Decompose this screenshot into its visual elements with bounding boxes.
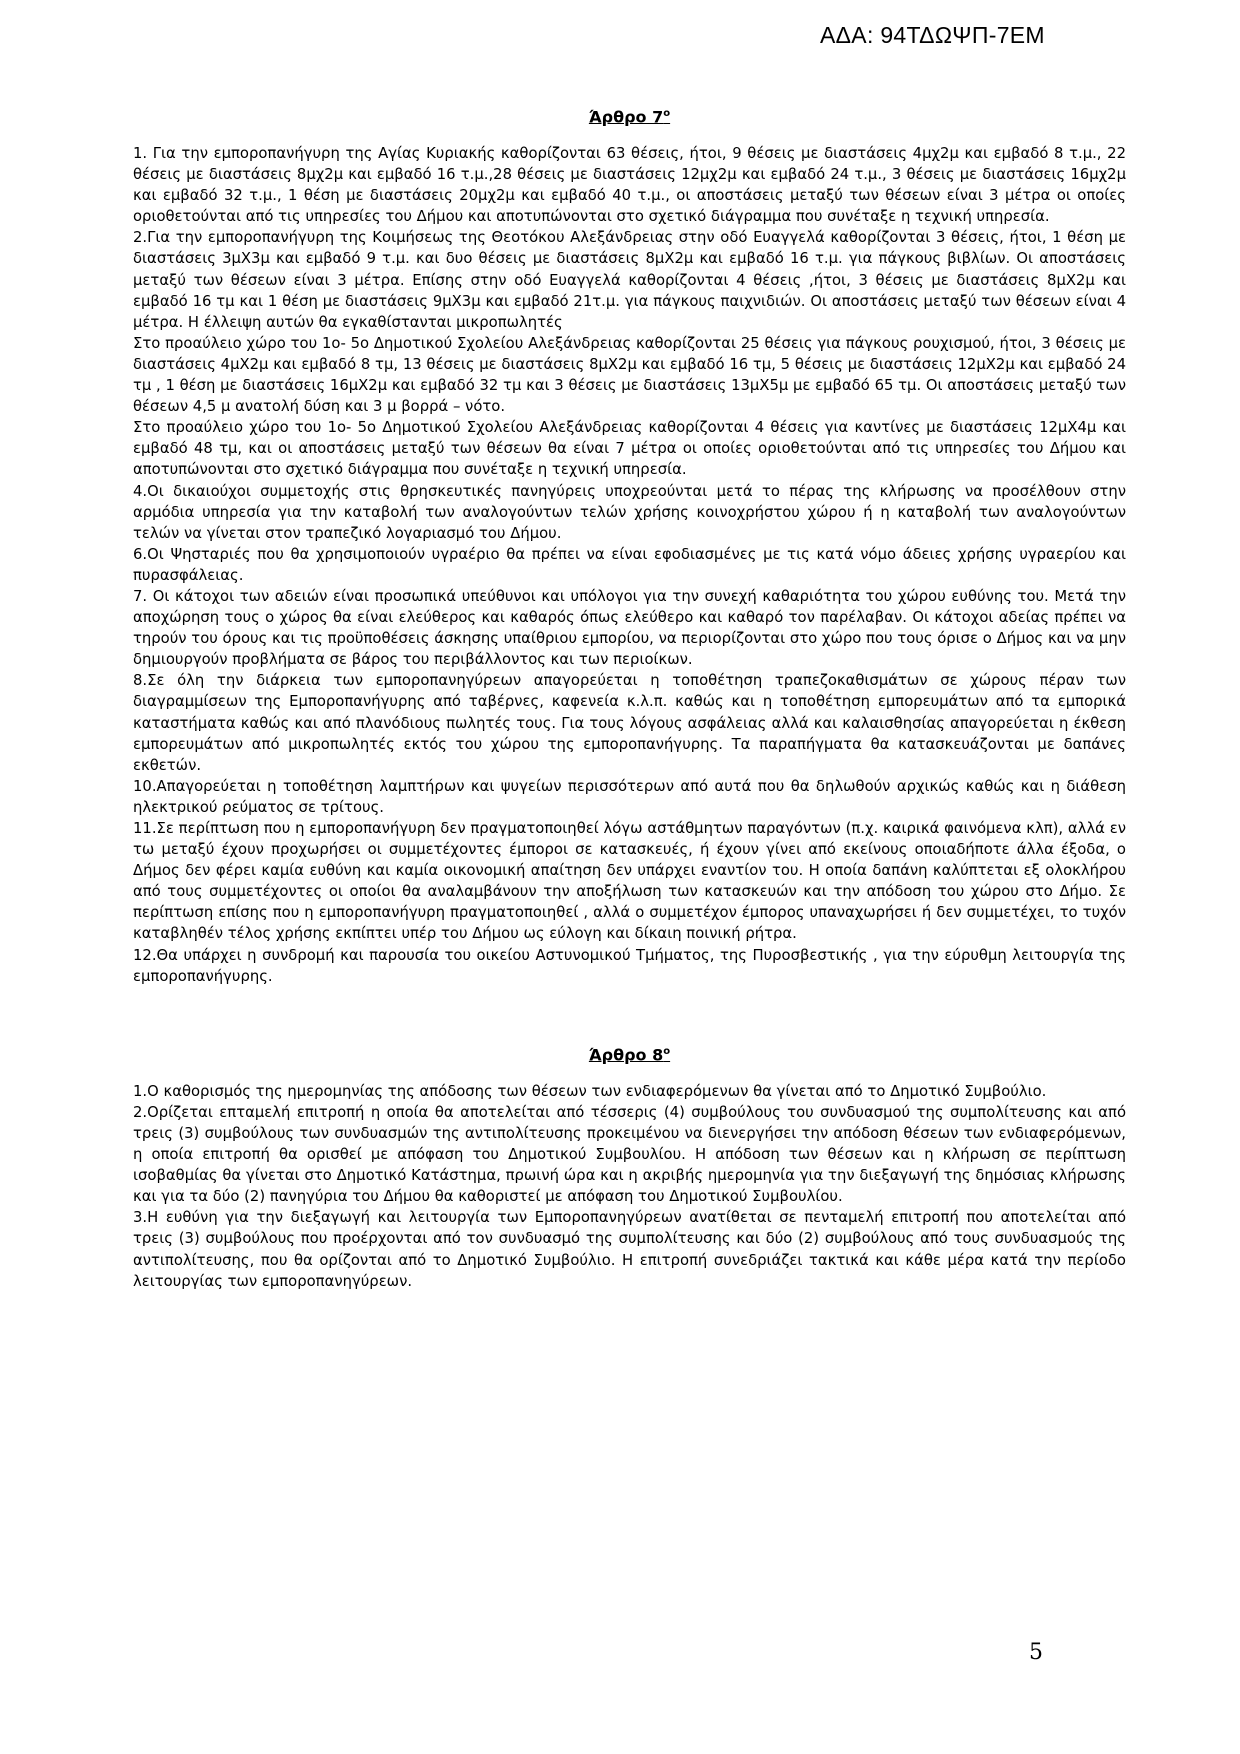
- article-7-title: Άρθρο 7: [588, 107, 664, 127]
- article-7-heading: [133, 103, 1126, 125]
- article-7-paragraph: 11.Σε περίπτωση που η εμποροπανήγυρη δεν πραγματοποιηθεί λόγω αστάθμητων παραγόντων (π.χ. καιρικά φαινόμενα κλπ), αλλά εν τω μεταξύ έχουν προχωρήσει οι συμμετέχοντες έμποροι σε κατασκευές, ή έχουν γίνει από εκείνους οποιαδήποτε άλλα έξοδα, ο Δήμος δεν φέρει καμία ευθύνη και καμία οικονομική απαίτηση δεν υπάρχει εναντίον του. Η οποία δαπάνη καλύπτεται εξ ολοκλήρου από τους συμμετέχοντες οι οποίοι θα αναλαμβάνουν την αποξήλωση των κατασκευών και την απόδοση του χώρου στο Δήμο. Σε περίπτωση επίσης που η εμποροπανήγυρη πραγματοποιηθεί , αλλά ο συμμετέχον έμπορος υπαναχωρήσει ή δεν συμμετέχει, το τυχόν καταβληθέν τέλος χρήσης εκπίπτει υπέρ του Δήμου ως εύλογη και δίκαιη ποινική ρήτρα.: [133, 820, 1126, 943]
- article-7-paragraph: 4.Οι δικαιούχοι συμμετοχής στις θρησκευτικές πανηγύρεις υποχρεούνται μετά το πέρας της κλήρωσης να προσέλθουν στην αρμόδια υπηρεσία για την καταβολή των αναλογούντων τελών χρήσης κοινοχρήστου χώρου ή η καταβολή των αναλογούντων τελών να γίνεται στον τραπεζικό λογαριασμό του Δήμου.: [133, 482, 1126, 542]
- ada-code: ΑΔΑ: 94ΤΔΩΨΠ-7ΕΜ: [820, 22, 1045, 48]
- article-7-paragraph: Στο προαύλειο χώρο του 1ο- 5ο Δημοτικού Σχολείου Αλεξάνδρειας καθορίζονται 4 θέσεις για καντίνες με διαστάσεις 12μΧ4μ και εμβαδό 48 τμ, και οι αποστάσεις μεταξύ των θέσεων θα είναι 7 μέτρα οι οποίες οριοθετούνται από τις υπηρεσίες του Δήμου και αποτυπώνονται στο σχετικό διάγραμμα που συνέταξε η τεχνική υπηρεσία.: [133, 419, 1126, 479]
- article-7-paragraph: 1. Για την εμποροπανήγυρη της Αγίας Κυριακής καθορίζονται 63 θέσεις, ήτοι, 9 θέσεις με διαστάσεις 4μχ2μ και εμβαδό 8 τ.μ., 22 θέσεις με διαστάσεις 8μχ2μ και εμβαδό 16 τ.μ.,28 θέσεις με διαστάσεις 12μχ2μ και εμβαδό 24 τ.μ., 3 θέσεις με διαστάσεις 16μχ2μ και εμβαδό 32 τ.μ., 1 θέση με διαστάσεις 20μχ2μ και εμβαδό 40 τ.μ., οι αποστάσεις μεταξύ των θέσεων είναι 3 μέτρα οι οποίες οριοθετούνται από τις υπηρεσίες του Δήμου και αποτυπώνονται στο σχετικό διάγραμμα που συνέταξε η τεχνική υπηρεσία.: [133, 145, 1126, 226]
- article-7-paragraph: 8.Σε όλη την διάρκεια των εμποροπανηγύρεων απαγορεύεται η τοποθέτηση τραπεζοκαθισμάτων σε χώρους πέραν των διαγραμμίσεων της Εμποροπανήγυρης από ταβέρνες, καφενεία κ.λ.π. καθώς και η τοποθέτηση εμπορευμάτων από τα εμπορικά καταστήματα καθώς και από πλανόδιους πωλητές τους. Για τους λόγους ασφάλειας αλλά και καλαισθησίας απαγορεύεται η έκθεση εμπορευμάτων από μικροπωλητές εκτός του χώρου της εμποροπανήγυρης. Τα παραπήγματα θα κατασκευάζονται με δαπάνες εκθετών.: [133, 672, 1126, 774]
- article-7-sup: ο: [663, 108, 671, 119]
- article-8-sup: ο: [663, 1045, 671, 1057]
- article-7-paragraph: 12.Θα υπάρχει η συνδρομή και παρουσία του οικείου Αστυνομικού Τμήματος, της Πυροσβεστικής , για την εύρυθμη λειτουργία της εμποροπανήγυρης.: [133, 946, 1126, 985]
- section-spacer: [133, 987, 1126, 1041]
- article-8-paragraph: 2.Ορίζεται επταμελή επιτροπή η οποία θα αποτελείται από τέσσερις (4) συμβούλους του συνδυασμού της συμπολίτευσης και από τρεις (3) συμβούλους των συνδυασμών της αντιπολίτευσης προκειμένου να διενεργήσει την απόδοση θέσεων των ενδιαφερόμενων, η οποία επιτροπή θα ορισθεί με απόφαση του Δημοτικού Συμβουλίου. Η απόδοση των θέσεων και η κλήρωση σε περίπτωση ισοβαθμίας θα γίνεται στο Δημοτικό Κατάστημα, πρωινή ώρα και η ακριβής ημερομηνία για την διεξαγωγή της δημόσιας κλήρωσης και για τα δύο (2) πανηγύρια του Δήμου θα καθοριστεί με απόφαση του Δημοτικού Συμβουλίου.: [133, 1103, 1126, 1206]
- article-7-paragraph: 10.Απαγορεύεται η τοποθέτηση λαμπτήρων και ψυγείων περισσότερων από αυτά που θα δηλωθούν αρχικώς καθώς και η διάθεση ηλεκτρικού ρεύματος σε τρίτους.: [133, 777, 1126, 816]
- article-7-paragraph: Στο προαύλειο χώρο του 1ο- 5ο Δημοτικού Σχολείου Αλεξάνδρειας καθορίζονται 25 θέσεις για πάγκους ρουχισμού, ήτοι, 3 θέσεις με διαστάσεις 4μΧ2μ και εμβαδό 8 τμ, 13 θέσεις με διαστάσεις 8μΧ2μ και εμβαδό 16 τμ, 5 θέσεις με διαστάσεις 12μΧ2μ και εμβαδό 24 τμ , 1 θέση με διαστάσεις 16μΧ2μ και εμβαδό 32 τμ και 3 θέσεις με διαστάσεις 13μΧ5μ με εμβαδό 65 τμ. Οι αποστάσεις μεταξύ των θέσεων 4,5 μ ανατολή δύση και 3 μ βορρά – νότο.: [133, 334, 1126, 416]
- article-8-heading: [133, 1041, 1126, 1063]
- article-8-title: Άρθρο 8: [588, 1045, 664, 1065]
- page-number: 5: [1029, 1640, 1043, 1665]
- article-7-paragraph: 7. Οι κάτοχοι των αδειών είναι προσωπικά υπεύθυνοι και υπόλογοι για την συνεχή καθαριότητα του χώρου ευθύνης του. Μετά την αποχώρηση τους ο χώρος θα είναι ελεύθερος και καθαρός όπως ελεύθερο και καθαρό τον παρέλαβαν. Οι κάτοχοι αδείας πρέπει να τηρούν του όρους και τις προϋποθέσεις άσκησης υπαίθριου εμπορίου, να περιορίζονται στο χώρο που τους όρισε ο Δήμος και να μην δημιουργούν προβλήματα σε βάρος του περιβάλλοντος και των περιοίκων.: [133, 587, 1126, 669]
- article-8-paragraph: 1.Ο καθορισμός της ημερομηνίας της απόδοσης των θέσεων των ενδιαφερόμενων θα γίνεται από το Δημοτικό Συμβούλιο.: [133, 1082, 1047, 1100]
- document-body: [133, 103, 1126, 1292]
- article-7-paragraph: 2.Για την εμποροπανήγυρη της Κοιμήσεως της Θεοτόκου Αλεξάνδρειας στην οδό Ευαγγελά καθορίζονται 3 θέσεις, ήτοι, 1 θέση με διαστάσεις 3μΧ3μ και εμβαδό 9 τ.μ. και δυο θέσεις με διαστάσεις 8μΧ2μ και εμβαδό 16 τ.μ. για πάγκους βιβλίων. Οι αποστάσεις μεταξύ των θέσεων είναι 3 μέτρα. Επίσης στην οδό Ευαγγελά καθορίζονται 4 θέσεις ,ήτοι, 3 θέσεις με διαστάσεις 8μΧ2μ και εμβαδό 16 τμ και 1 θέση με διαστάσεις 9μΧ3μ και εμβαδό 21τ.μ. για πάγκους παιχνιδιών. Οι αποστάσεις μεταξύ των θέσεων είναι 4 μέτρα. Η έλλειψη αυτών θα εγκαθίστανται μικροπωλητές: [133, 229, 1126, 331]
- article-8-paragraph: 3.Η ευθύνη για την διεξαγωγή και λειτουργία των Εμποροπανηγύρεων ανατίθεται σε πενταμελή επιτροπή που αποτελείται από τρεις (3) συμβούλους που προέρχονται από τον συνδυασμό της συμπολίτευσης και δύο (2) συμβούλους από τους συνδυασμούς της αντιπολίτευσης, που θα ορίζονται από το Δημοτικό Συμβούλιο. Η επιτροπή συνεδριάζει τακτικά και κάθε μέρα κατά την περίοδο λειτουργίας των εμποροπανηγύρεων.: [133, 1209, 1126, 1290]
- article-7-paragraph: 6.Οι Ψησταριές που θα χρησιμοποιούν υγραέριο θα πρέπει να είναι εφοδιασμένες με τις κατά νόμο άδειες χρήσης υγραερίου και πυρασφάλειας.: [133, 545, 1126, 584]
